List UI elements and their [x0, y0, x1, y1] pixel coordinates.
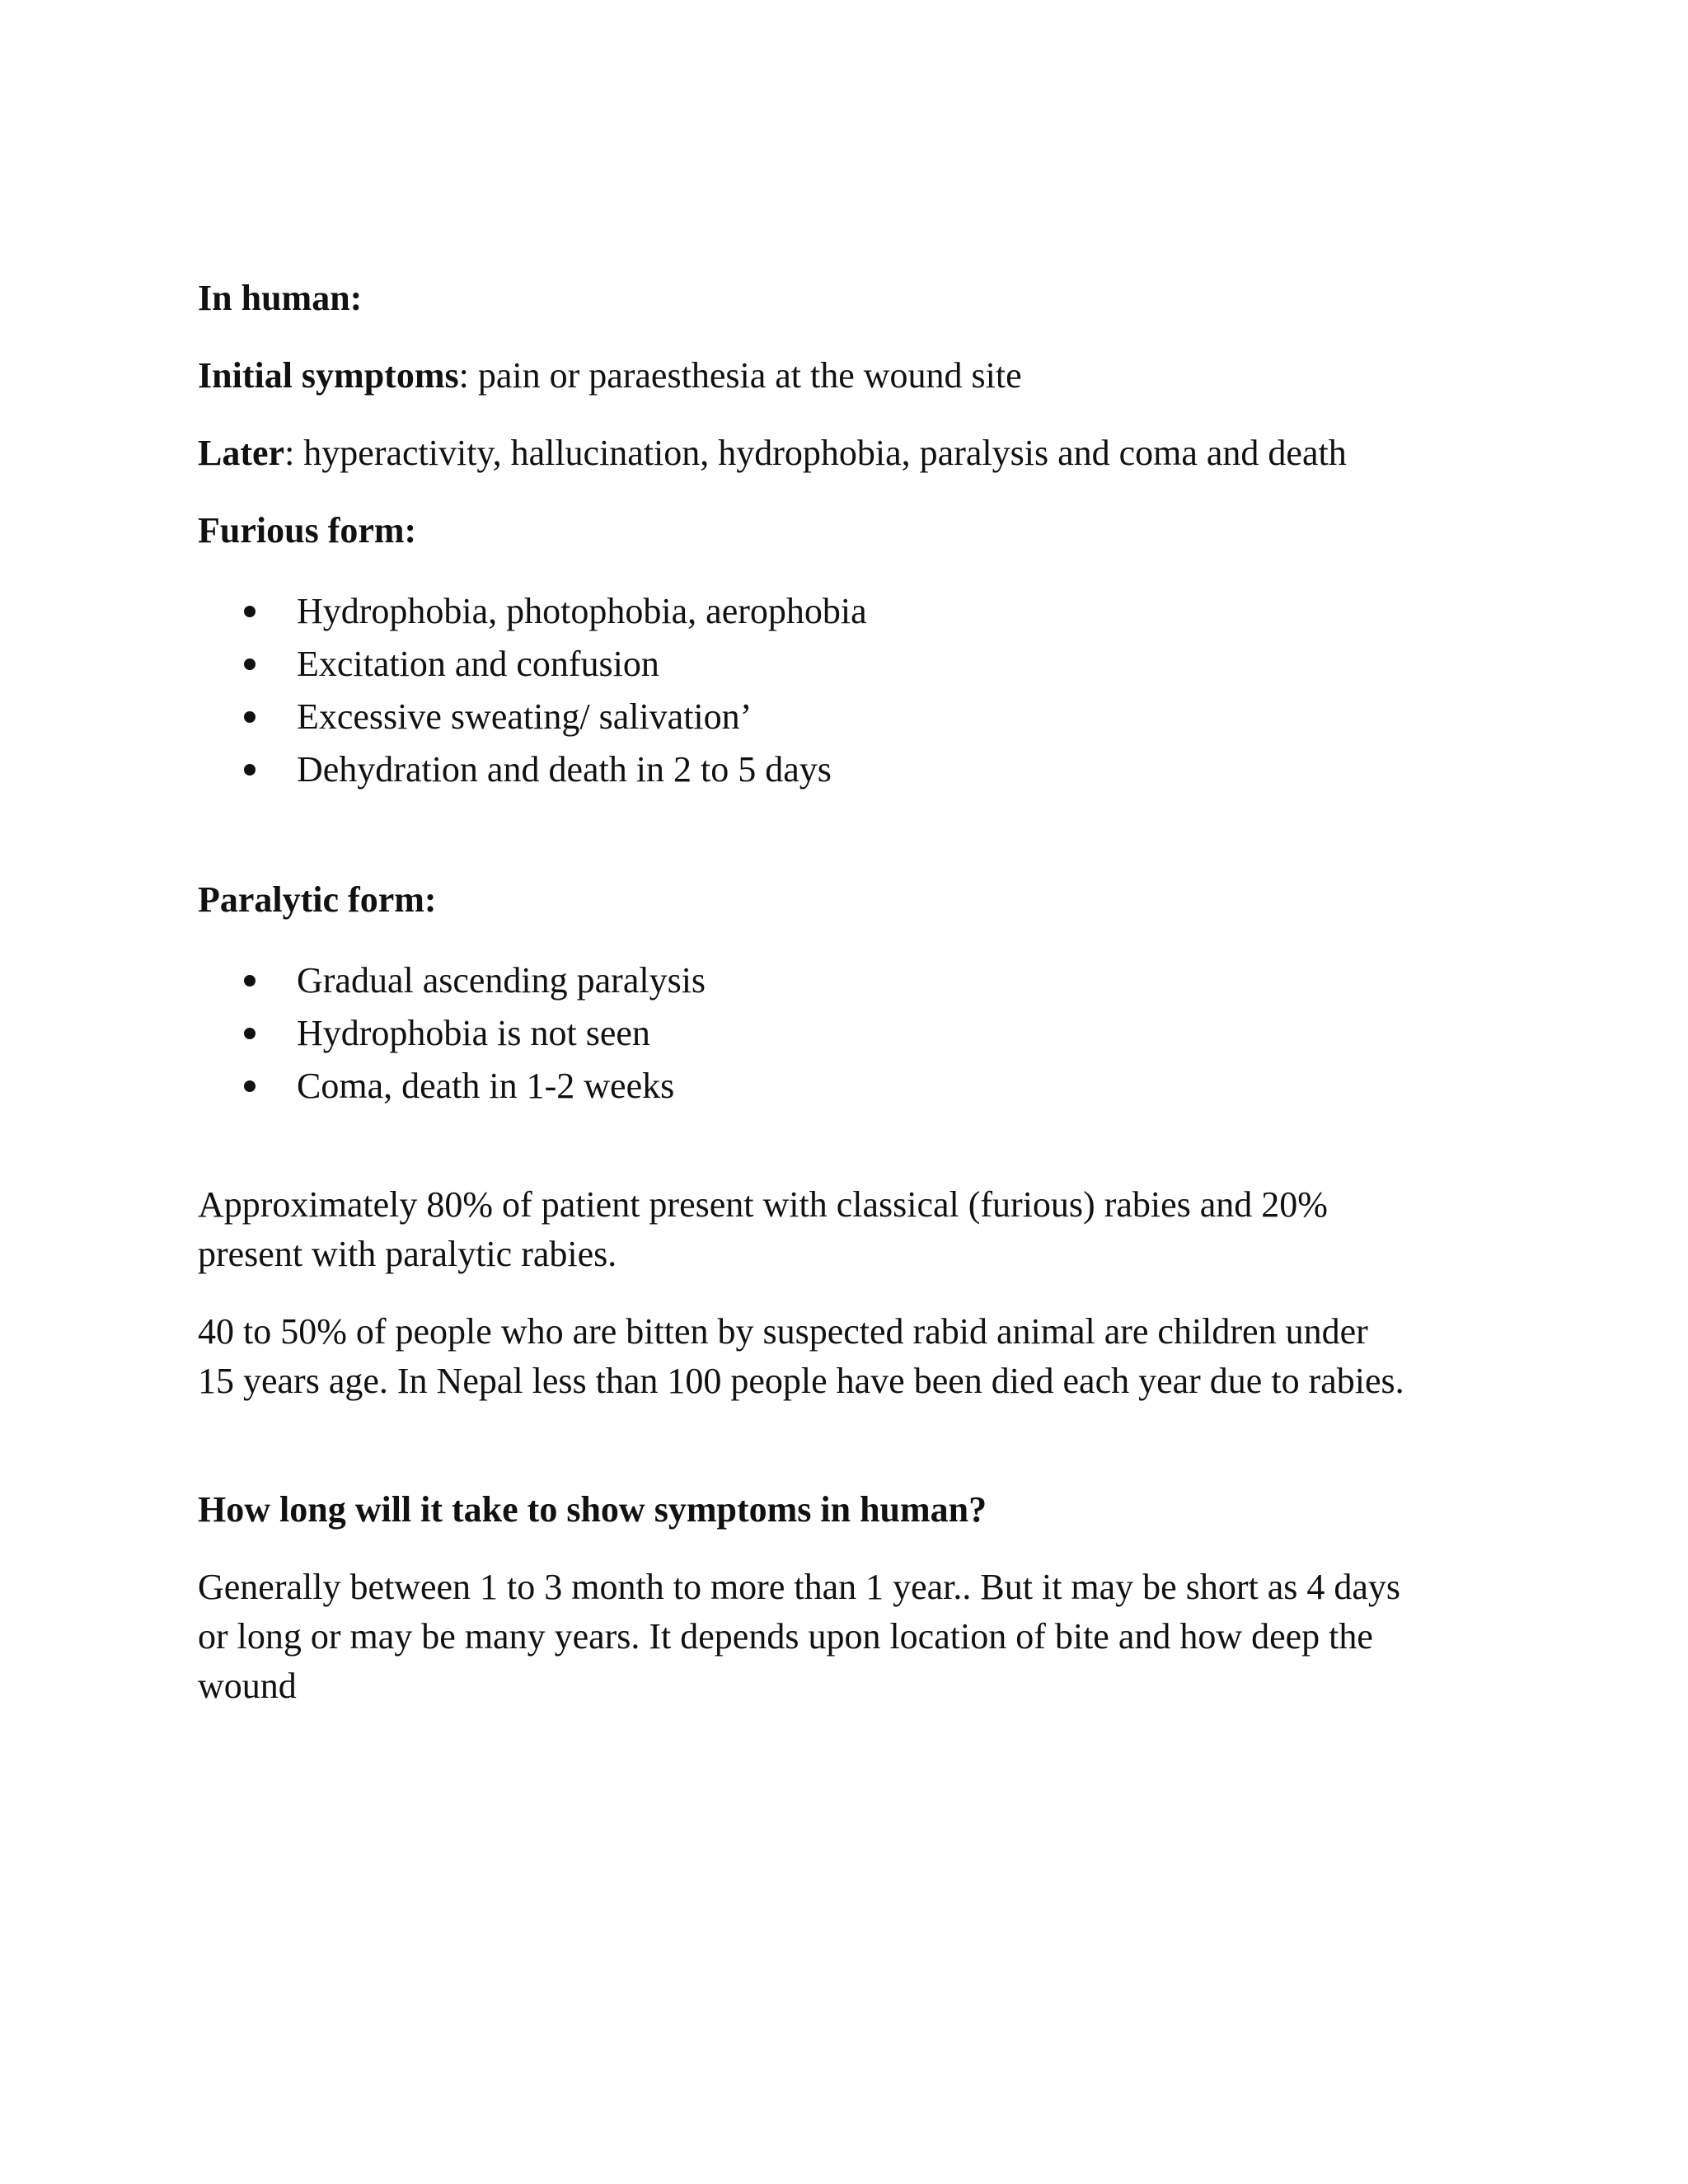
bullet-icon — [244, 1080, 256, 1092]
bullet-icon — [244, 658, 256, 670]
list-item — [198, 1007, 1517, 1060]
furious-form-list — [198, 585, 1517, 796]
list-item-text: Hydrophobia is not seen — [297, 1013, 650, 1053]
how-long-line-1: Generally between 1 to 3 month to more than 1 year.. But it may be short as 4 days — [198, 1567, 1401, 1607]
initial-symptoms-line — [198, 351, 1517, 401]
list-item-text: Hydrophobia, photophobia, aerophobia — [297, 591, 867, 631]
bullet-icon — [244, 764, 256, 776]
furious-form-heading: Furious form: — [198, 510, 417, 551]
stats-paragraph-1-line-2: present with paralytic rabies. — [198, 1234, 617, 1274]
list-item — [198, 585, 1517, 638]
how-long-heading: How long will it take to show symptoms in human? — [198, 1489, 987, 1530]
list-item — [198, 691, 1517, 743]
later-line — [198, 429, 1517, 478]
bullet-icon — [244, 1028, 256, 1039]
how-long-line-2: or long or may be many years. It depends upon location of bite and how deep the — [198, 1616, 1373, 1657]
stats-paragraph-2-line-2: 15 years age. In Nepal less than 100 people have been died each year due to rabies. — [198, 1361, 1404, 1401]
list-item-text: Gradual ascending paralysis — [297, 960, 706, 1001]
list-item-text: Dehydration and death in 2 to 5 days — [297, 749, 832, 790]
initial-symptoms-label: Initial symptoms — [198, 355, 459, 396]
later-text: : hyperactivity, hallucination, hydrophobia, paralysis and coma and death — [284, 433, 1347, 473]
stats-paragraph-2 — [198, 1307, 1517, 1406]
bullet-icon — [244, 975, 256, 987]
bullet-icon — [244, 711, 256, 723]
list-item — [198, 743, 1517, 796]
stats-paragraph-2-line-1: 40 to 50% of people who are bitten by suspected rabid animal are children under — [198, 1311, 1368, 1352]
document-page — [198, 274, 1517, 1711]
how-long-line-3: wound — [198, 1666, 297, 1706]
paralytic-form-heading: Paralytic form: — [198, 879, 437, 920]
in-human-heading: In human: — [198, 278, 363, 318]
bullet-icon — [244, 606, 256, 617]
list-item-text: Excessive sweating/ salivation’ — [297, 696, 753, 737]
stats-paragraph-1-line-1: Approximately 80% of patient present with classical (furious) rabies and 20% — [198, 1184, 1328, 1225]
list-item — [198, 1060, 1517, 1113]
list-item-text: Excitation and confusion — [297, 644, 659, 684]
how-long-paragraph — [198, 1563, 1517, 1711]
list-item — [198, 954, 1517, 1007]
list-item — [198, 638, 1517, 691]
list-item-text: Coma, death in 1-2 weeks — [297, 1066, 675, 1106]
initial-symptoms-text: : pain or paraesthesia at the wound site — [458, 355, 1022, 396]
later-label: Later — [198, 433, 285, 473]
paralytic-form-list — [198, 954, 1517, 1113]
stats-paragraph-1 — [198, 1180, 1517, 1279]
